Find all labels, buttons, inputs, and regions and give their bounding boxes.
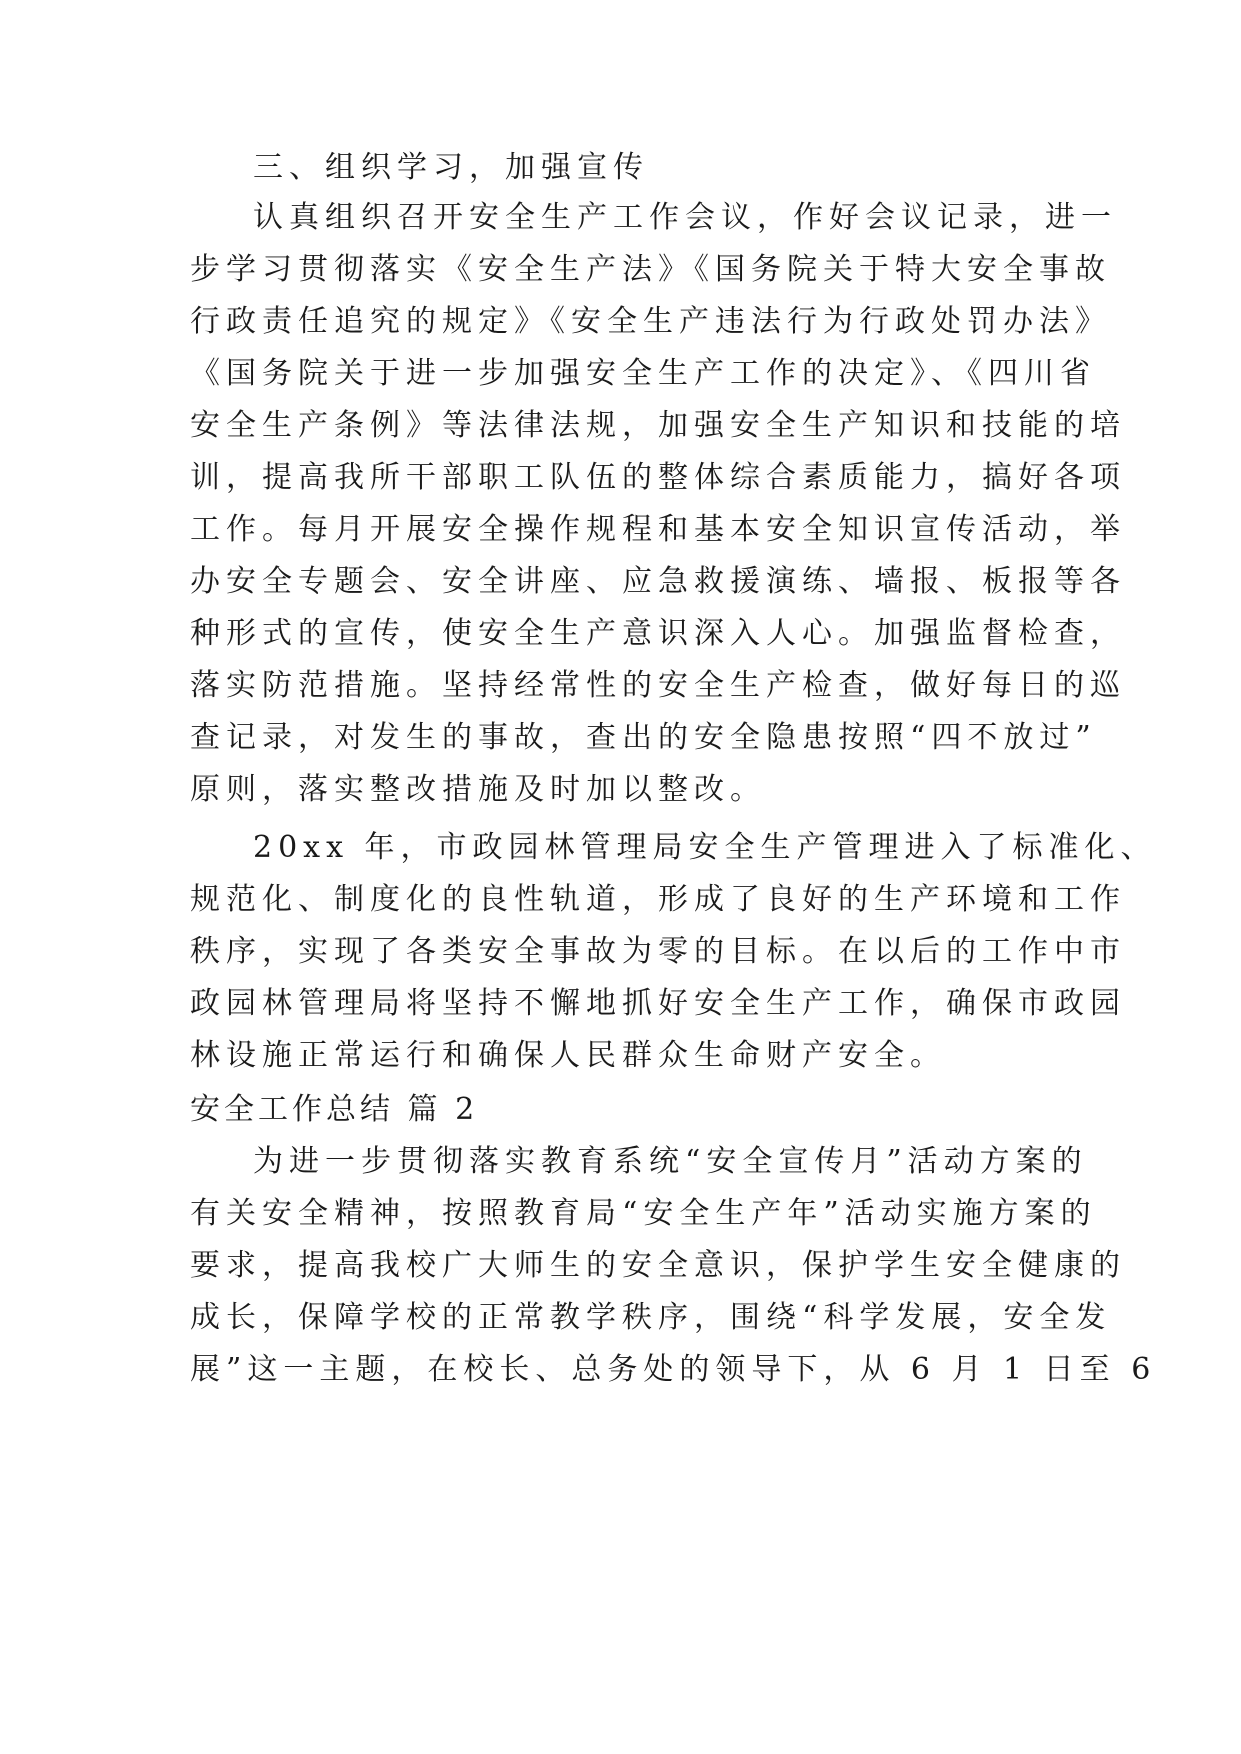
paragraph-line: 20xx 年，市政园林管理局安全生产管理进入了标准化、 (253, 830, 1157, 865)
paragraph-line: 展”这一主题，在校长、总务处的领导下，从 6 月 1 日至 6 (190, 1352, 1157, 1387)
paragraph-line: 为进一步贯彻落实教育系统“安全宣传月”活动方案的 (253, 1144, 1088, 1179)
paragraph-line: 认真组织召开安全生产工作会议，作好会议记录，进一 (253, 200, 1117, 235)
paragraph-line: 训，提高我所干部职工队伍的整体综合素质能力，搞好各项 (190, 460, 1126, 495)
paragraph-line: 有关安全精神，按照教育局“安全生产年”活动实施方案的 (190, 1196, 1097, 1231)
paragraph-line: 查记录，对发生的事故，查出的安全隐患按照“四不放过” (190, 720, 1097, 755)
paragraph-line: 安全生产条例》等法律法规，加强安全生产知识和技能的培 (190, 408, 1126, 443)
paragraph-line: 种形式的宣传，使安全生产意识深入人心。加强监督检查， (190, 616, 1126, 651)
paragraph-line: 工作。每月开展安全操作规程和基本安全知识宣传活动，举 (190, 512, 1126, 547)
paragraph-line: 要求，提高我校广大师生的安全意识，保护学生安全健康的 (190, 1248, 1126, 1283)
paragraph-line: 原则，落实整改措施及时加以整改。 (190, 772, 766, 807)
paragraph-line: 规范化、制度化的良性轨道，形成了良好的生产环境和工作 (190, 882, 1126, 917)
paragraph-line: 步学习贯彻落实《安全生产法》《国务院关于特大安全事故 (190, 252, 1111, 287)
paragraph-line: 林设施正常运行和确保人民群众生命财产安全。 (190, 1038, 946, 1073)
paragraph-line: 落实防范措施。坚持经常性的安全生产检查，做好每日的巡 (190, 668, 1126, 703)
section-heading: 三、组织学习，加强宣传 (253, 150, 649, 185)
paragraph-line: 《国务院关于进一步加强安全生产工作的决定》、《四川省 (190, 356, 1096, 391)
paragraph-line: 秩序，实现了各类安全事故为零的目标。在以后的工作中市 (190, 934, 1126, 969)
paragraph-line: 政园林管理局将坚持不懈地抓好安全生产工作，确保市政园 (190, 986, 1126, 1021)
paragraph-line: 办安全专题会、安全讲座、应急救援演练、墙报、板报等各 (190, 564, 1126, 599)
section-title: 安全工作总结 篇 2 (190, 1092, 479, 1127)
paragraph-line: 行政责任追究的规定》《安全生产违法行为行政处罚办法》 (190, 304, 1111, 339)
paragraph-line: 成长，保障学校的正常教学秩序，围绕“科学发展，安全发 (190, 1300, 1112, 1335)
